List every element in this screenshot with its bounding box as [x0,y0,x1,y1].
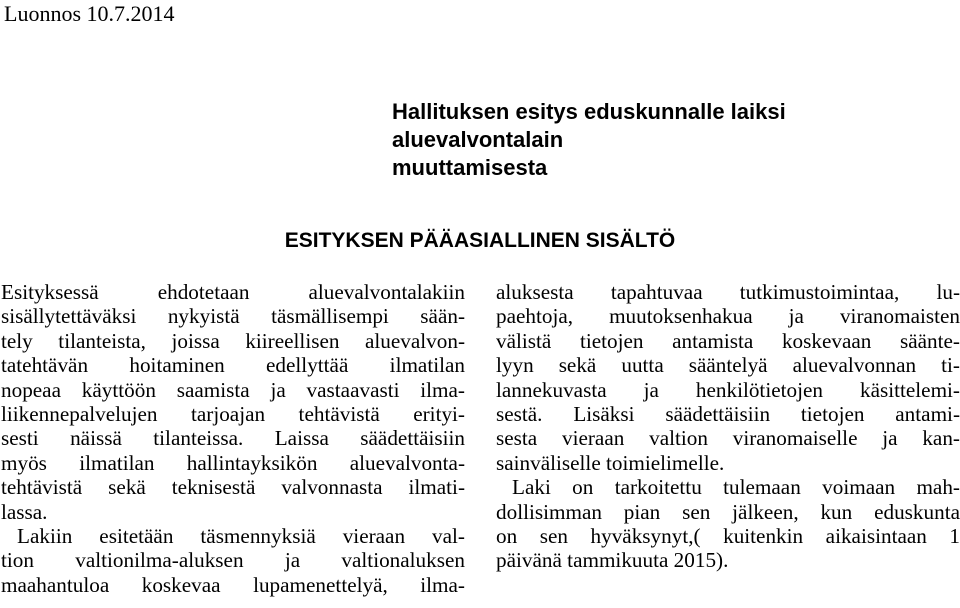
text-line: lassa. [1,499,48,524]
text-line: välistä tietojen antamista koskevaan säänte- [496,328,960,353]
right-text-column [496,280,960,573]
document-title [392,98,952,182]
section-heading: ESITYKSEN PÄÄASIALLINEN SISÄLTÖ [284,229,676,252]
draft-date-label: Luonnos 10.7.2014 [4,1,175,26]
text-line: liikennepalvelujen tarjoajan tehtävistä erityi- [1,401,465,426]
text-line: päivänä tammikuuta 2015). [496,548,729,573]
text-line: Laki on tarkoitettu tulemaan voimaan mah- [512,475,960,500]
text-line: tely tilanteista, joissa kiireellisen aluevalvon- [1,328,465,353]
text-line: lannekuvasta ja henkilötietojen käsittelemi- [496,377,960,402]
left-text-column [1,280,465,597]
text-line: dollisimman pian sen jälkeen, kun eduskunta [496,499,960,524]
text-line: sainväliselle toimielimelle. [496,450,725,475]
text-line: sesta vieraan valtion viranomaiselle ja kan- [496,426,960,451]
text-line: sisällytettäväksi nykyistä täsmällisempi sään- [1,304,465,329]
text-line: Esityksessä ehdotetaan aluevalvontalakiin [1,280,465,304]
text-line: tehtävistä sekä teknisestä valvonnasta ilmati- [1,475,465,500]
text-line: Lakiin esitetään täsmennyksiä vieraan val- [17,523,465,548]
text-line: lyyn sekä uutta sääntelyä aluevalvonnan ti- [496,353,960,378]
text-line: tion valtionilma-aluksen ja valtionaluksen [1,548,465,573]
text-line: paehtoja, muutoksenhakua ja viranomaisten [496,304,960,329]
text-line: aluksesta tapahtuvaa tutkimustoimintaa, lu- [496,280,960,304]
text-line: nopeaa käyttöön saamista ja vastaavasti ilma- [1,377,465,402]
text-line: maahantuloa koskevaa lupamenettelyä, ilma- [1,572,465,597]
text-line: on sen hyväksynyt,( kuitenkin aikaisintaan 1 [496,523,960,548]
text-line: sestä. Lisäksi säädettäisiin tietojen antami- [496,401,960,426]
text-line: tatehtävän hoitaminen edellyttää ilmatilan [1,353,465,378]
document-title-line: Hallituksen esitys eduskunnalle laiksi aluevalvontalain [392,99,786,152]
text-line: sesti näissä tilanteissa. Laissa säädettäisiin [1,426,465,451]
document-title-line: muuttamisesta [392,155,548,180]
text-line: myös ilmatilan hallintayksikön aluevalvonta- [1,450,465,475]
